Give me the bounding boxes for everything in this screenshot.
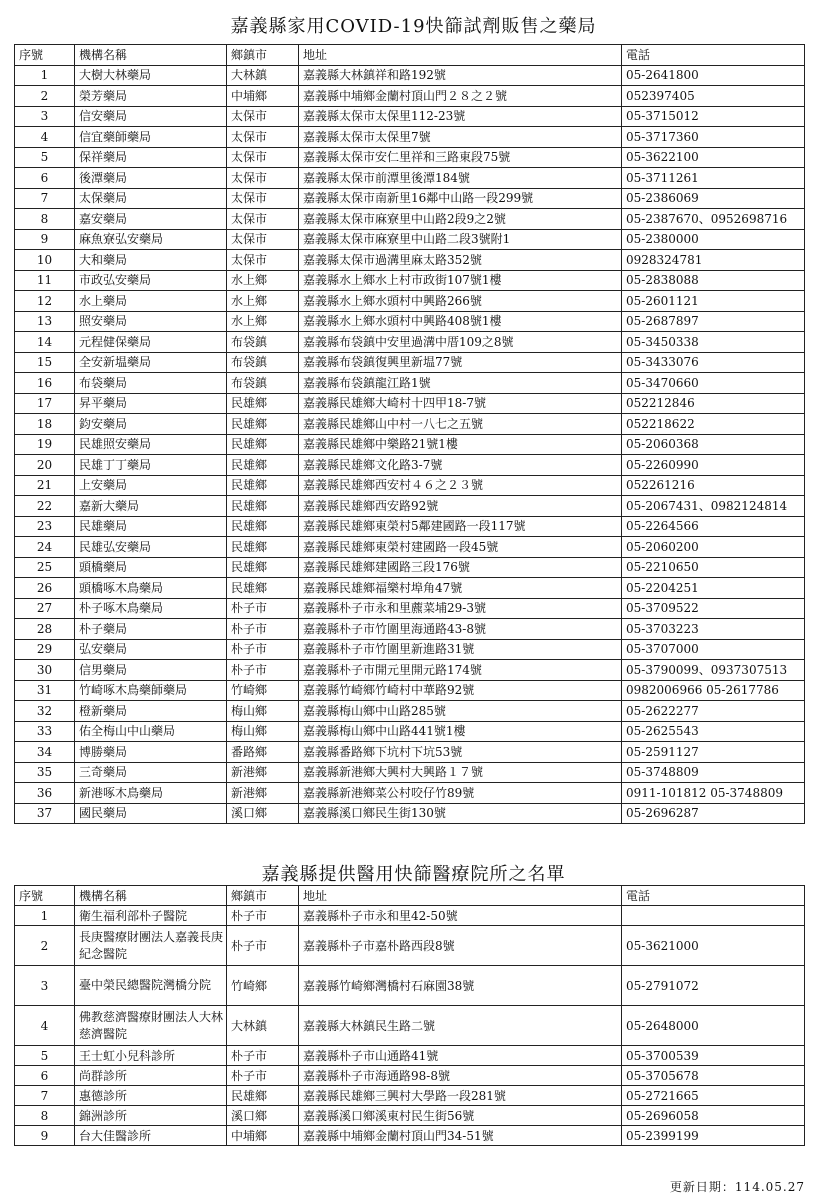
- cell-township: 太保市: [227, 106, 299, 127]
- cell-address: 嘉義縣大林鎮民生路二號: [299, 1006, 622, 1046]
- cell-name: 佑全梅山中山藥局: [75, 721, 227, 742]
- cell-township: 民雄鄉: [227, 496, 299, 517]
- cell-address: 嘉義縣溪口鄉溪東村民生街56號: [299, 1106, 622, 1126]
- header-name: 機構名稱: [75, 45, 227, 66]
- cell-phone: 052397405: [622, 86, 805, 107]
- cell-address: 嘉義縣布袋鎮龍江路1號: [299, 373, 622, 394]
- cell-name: 竹崎啄木鳥藥師藥局: [75, 680, 227, 701]
- cell-address: 嘉義縣新港鄉大興村大興路１７號: [299, 762, 622, 783]
- cell-address: 嘉義縣新港鄉菜公村咬仔竹89號: [299, 783, 622, 804]
- cell-address: 嘉義縣民雄鄉建國路三段176號: [299, 557, 622, 578]
- cell-township: 太保市: [227, 168, 299, 189]
- cell-township: 布袋鎮: [227, 373, 299, 394]
- cell-name: 信安藥局: [75, 106, 227, 127]
- cell-township: 中埔鄉: [227, 86, 299, 107]
- cell-serial: 13: [15, 311, 75, 332]
- cell-address: 嘉義縣朴子市永和里42-50號: [299, 906, 622, 926]
- cell-phone: 05-2060368: [622, 434, 805, 455]
- cell-township: 大林鎮: [227, 1006, 299, 1046]
- cell-phone: 05-3790099、0937307513: [622, 660, 805, 681]
- cell-township: 太保市: [227, 147, 299, 168]
- cell-township: 溪口鄉: [227, 1106, 299, 1126]
- cell-serial: 28: [15, 619, 75, 640]
- cell-name: 榮芳藥局: [75, 86, 227, 107]
- cell-serial: 9: [15, 229, 75, 250]
- cell-serial: 34: [15, 742, 75, 763]
- cell-serial: 24: [15, 537, 75, 558]
- table-row: [15, 332, 805, 353]
- cell-phone: 05-3717360: [622, 127, 805, 148]
- cell-name: 大樹大林藥局: [75, 65, 227, 86]
- cell-serial: 1: [15, 906, 75, 926]
- cell-address: 嘉義縣太保市太保里112-23號: [299, 106, 622, 127]
- table-row: [15, 352, 805, 373]
- cell-address: 嘉義縣朴子市竹圍里海通路43-8號: [299, 619, 622, 640]
- cell-phone: 05-2622277: [622, 701, 805, 722]
- cell-phone: 052261216: [622, 475, 805, 496]
- cell-phone: 05-2641800: [622, 65, 805, 86]
- cell-township: 民雄鄉: [227, 393, 299, 414]
- cell-serial: 17: [15, 393, 75, 414]
- table-row: [15, 496, 805, 517]
- table-row: [15, 434, 805, 455]
- cell-address: 嘉義縣民雄鄉東榮村建國路一段45號: [299, 537, 622, 558]
- cell-name: 新港啄木鳥藥局: [75, 783, 227, 804]
- cell-township: 民雄鄉: [227, 434, 299, 455]
- header-serial: 序號: [15, 886, 75, 906]
- cell-township: 水上鄉: [227, 270, 299, 291]
- cell-name: 弘安藥局: [75, 639, 227, 660]
- cell-name: 橙新藥局: [75, 701, 227, 722]
- cell-township: 太保市: [227, 209, 299, 230]
- table-row: [15, 455, 805, 476]
- cell-serial: 1: [15, 65, 75, 86]
- cell-serial: 36: [15, 783, 75, 804]
- cell-phone: 05-3705678: [622, 1066, 805, 1086]
- cell-township: 民雄鄉: [227, 1086, 299, 1106]
- cell-phone: 05-3450338: [622, 332, 805, 353]
- cell-serial: 9: [15, 1126, 75, 1146]
- table-row: [15, 966, 805, 1006]
- cell-address: 嘉義縣朴子市山通路41號: [299, 1046, 622, 1066]
- cell-phone: 05-2387670、0952698716: [622, 209, 805, 230]
- cell-phone: 05-3621000: [622, 926, 805, 966]
- cell-phone: 05-2386069: [622, 188, 805, 209]
- cell-township: 民雄鄉: [227, 537, 299, 558]
- table-row: [15, 783, 805, 804]
- cell-township: 水上鄉: [227, 311, 299, 332]
- cell-phone: 05-2380000: [622, 229, 805, 250]
- header-name: 機構名稱: [75, 886, 227, 906]
- cell-serial: 23: [15, 516, 75, 537]
- cell-phone: 05-3433076: [622, 352, 805, 373]
- cell-name: 民雄照安藥局: [75, 434, 227, 455]
- cell-address: 嘉義縣太保市麻寮里中山路2段9之2號: [299, 209, 622, 230]
- cell-township: 太保市: [227, 188, 299, 209]
- cell-address: 嘉義縣民雄鄉西安路92號: [299, 496, 622, 517]
- table-row: [15, 742, 805, 763]
- cell-township: 水上鄉: [227, 291, 299, 312]
- cell-name: 鈞安藥局: [75, 414, 227, 435]
- clinic-table: [14, 885, 805, 1146]
- cell-name: 民雄丁丁藥局: [75, 455, 227, 476]
- cell-name: 佛教慈濟醫療財團法人大林慈濟醫院: [75, 1006, 227, 1046]
- table-row: [15, 619, 805, 640]
- cell-township: 太保市: [227, 127, 299, 148]
- pharmacy-table: [14, 44, 805, 824]
- cell-address: 嘉義縣溪口鄉民生街130號: [299, 803, 622, 824]
- table-row: [15, 106, 805, 127]
- cell-serial: 27: [15, 598, 75, 619]
- cell-address: 嘉義縣朴子市永和里藨菜埔29-3號: [299, 598, 622, 619]
- cell-phone: 05-3470660: [622, 373, 805, 394]
- cell-address: 嘉義縣朴子市竹圍里新進路31號: [299, 639, 622, 660]
- cell-serial: 30: [15, 660, 75, 681]
- table-row: [15, 147, 805, 168]
- cell-name: 信男藥局: [75, 660, 227, 681]
- cell-address: 嘉義縣水上鄉水上村市政街107號1樓: [299, 270, 622, 291]
- cell-serial: 5: [15, 147, 75, 168]
- cell-phone: 05-2210650: [622, 557, 805, 578]
- cell-address: 嘉義縣太保市安仁里祥和三路東段75號: [299, 147, 622, 168]
- pharmacy-table-title: 嘉義縣家用COVID-19快篩試劑販售之藥局: [230, 16, 597, 37]
- cell-phone: 05-2696287: [622, 803, 805, 824]
- table-row: [15, 516, 805, 537]
- cell-township: 朴子市: [227, 598, 299, 619]
- cell-phone: 05-2791072: [622, 966, 805, 1006]
- cell-name: 嘉安藥局: [75, 209, 227, 230]
- cell-name: 台大佳醫診所: [75, 1126, 227, 1146]
- cell-phone: 05-3715012: [622, 106, 805, 127]
- cell-phone: 05-2625543: [622, 721, 805, 742]
- table-row: [15, 168, 805, 189]
- cell-serial: 8: [15, 209, 75, 230]
- table-row: [15, 291, 805, 312]
- table-row: [15, 188, 805, 209]
- cell-phone: 0928324781: [622, 250, 805, 271]
- cell-serial: 25: [15, 557, 75, 578]
- cell-name: 三奇藥局: [75, 762, 227, 783]
- cell-name: 後潭藥局: [75, 168, 227, 189]
- cell-township: 布袋鎮: [227, 352, 299, 373]
- cell-serial: 12: [15, 291, 75, 312]
- table-row: [15, 1066, 805, 1086]
- cell-address: 嘉義縣梅山鄉中山路441號1樓: [299, 721, 622, 742]
- table-row: [15, 86, 805, 107]
- cell-serial: 2: [15, 926, 75, 966]
- cell-township: 民雄鄉: [227, 516, 299, 537]
- cell-township: 朴子市: [227, 906, 299, 926]
- cell-serial: 2: [15, 86, 75, 107]
- cell-serial: 29: [15, 639, 75, 660]
- cell-name: 國民藥局: [75, 803, 227, 824]
- table-row: [15, 721, 805, 742]
- cell-township: 新港鄉: [227, 762, 299, 783]
- cell-township: 布袋鎮: [227, 332, 299, 353]
- cell-serial: 37: [15, 803, 75, 824]
- cell-serial: 6: [15, 168, 75, 189]
- cell-township: 溪口鄉: [227, 803, 299, 824]
- cell-address: 嘉義縣民雄鄉中樂路21號1樓: [299, 434, 622, 455]
- cell-serial: 31: [15, 680, 75, 701]
- cell-phone: 05-2696058: [622, 1106, 805, 1126]
- cell-name: 布袋藥局: [75, 373, 227, 394]
- cell-name: 水上藥局: [75, 291, 227, 312]
- cell-township: 新港鄉: [227, 783, 299, 804]
- table-row: [15, 762, 805, 783]
- cell-address: 嘉義縣朴子市開元里開元路174號: [299, 660, 622, 681]
- table-row: [15, 660, 805, 681]
- cell-name: 民雄藥局: [75, 516, 227, 537]
- cell-address: 嘉義縣太保市麻寮里中山路二段3號附1: [299, 229, 622, 250]
- cell-name: 信宜藥師藥局: [75, 127, 227, 148]
- cell-township: 朴子市: [227, 1066, 299, 1086]
- cell-phone: 05-2067431、0982124814: [622, 496, 805, 517]
- cell-township: 朴子市: [227, 1046, 299, 1066]
- table-row: [15, 1106, 805, 1126]
- table-row: [15, 270, 805, 291]
- cell-township: 朴子市: [227, 660, 299, 681]
- cell-name: 照安藥局: [75, 311, 227, 332]
- table-row: [15, 475, 805, 496]
- cell-name: 衛生福利部朴子醫院: [75, 906, 227, 926]
- cell-address: 嘉義縣大林鎮祥和路192號: [299, 65, 622, 86]
- cell-serial: 19: [15, 434, 75, 455]
- cell-name: 錦洲診所: [75, 1106, 227, 1126]
- cell-township: 中埔鄉: [227, 1126, 299, 1146]
- cell-phone: 05-2260990: [622, 455, 805, 476]
- cell-township: 太保市: [227, 250, 299, 271]
- table-row: [15, 1086, 805, 1106]
- table-row: [15, 557, 805, 578]
- cell-township: 民雄鄉: [227, 455, 299, 476]
- cell-township: 民雄鄉: [227, 557, 299, 578]
- table-header-row: [15, 45, 805, 66]
- cell-township: 大林鎮: [227, 65, 299, 86]
- cell-name: 全安新塭藥局: [75, 352, 227, 373]
- header-phone: 電話: [622, 45, 805, 66]
- cell-name: 頭橋啄木鳥藥局: [75, 578, 227, 599]
- cell-address: 嘉義縣朴子市海通路98-8號: [299, 1066, 622, 1086]
- cell-phone: 05-3711261: [622, 168, 805, 189]
- cell-name: 保祥藥局: [75, 147, 227, 168]
- table-row: [15, 229, 805, 250]
- cell-phone: 0911-101812 05-3748809: [622, 783, 805, 804]
- cell-name: 大和藥局: [75, 250, 227, 271]
- cell-serial: 22: [15, 496, 75, 517]
- header-address: 地址: [299, 45, 622, 66]
- cell-name: 民雄弘安藥局: [75, 537, 227, 558]
- cell-township: 竹崎鄉: [227, 680, 299, 701]
- cell-address: 嘉義縣中埔鄉金蘭村頂山門２８之２號: [299, 86, 622, 107]
- cell-phone: [622, 906, 805, 926]
- cell-address: 嘉義縣民雄鄉三興村大學路一段281號: [299, 1086, 622, 1106]
- cell-name: 王士虹小兒科診所: [75, 1046, 227, 1066]
- cell-address: 嘉義縣民雄鄉文化路3-7號: [299, 455, 622, 476]
- cell-address: 嘉義縣布袋鎮中安里過溝中厝109之8號: [299, 332, 622, 353]
- table-row: [15, 1006, 805, 1046]
- cell-phone: 052218622: [622, 414, 805, 435]
- cell-phone: 05-3622100: [622, 147, 805, 168]
- cell-serial: 3: [15, 966, 75, 1006]
- cell-phone: 0982006966 05-2617786: [622, 680, 805, 701]
- table-row: [15, 209, 805, 230]
- cell-township: 朴子市: [227, 619, 299, 640]
- cell-phone: 05-3700539: [622, 1046, 805, 1066]
- cell-address: 嘉義縣布袋鎮復興里新塭77號: [299, 352, 622, 373]
- cell-name: 太保藥局: [75, 188, 227, 209]
- cell-name: 頭橋藥局: [75, 557, 227, 578]
- cell-serial: 33: [15, 721, 75, 742]
- table-row: [15, 414, 805, 435]
- cell-address: 嘉義縣民雄鄉大崎村十四甲18-7號: [299, 393, 622, 414]
- cell-address: 嘉義縣中埔鄉金蘭村頂山門34-51號: [299, 1126, 622, 1146]
- table-row: [15, 639, 805, 660]
- cell-address: 嘉義縣民雄鄉山中村一八七之五號: [299, 414, 622, 435]
- cell-name: 博勝藥局: [75, 742, 227, 763]
- table-row: [15, 127, 805, 148]
- cell-phone: 05-3707000: [622, 639, 805, 660]
- cell-serial: 15: [15, 352, 75, 373]
- cell-address: 嘉義縣民雄鄉西安村４６之２３號: [299, 475, 622, 496]
- table-row: [15, 65, 805, 86]
- cell-serial: 8: [15, 1106, 75, 1126]
- cell-phone: 05-2591127: [622, 742, 805, 763]
- table-row: [15, 701, 805, 722]
- cell-address: 嘉義縣太保市過溝里麻太路352號: [299, 250, 622, 271]
- cell-township: 民雄鄉: [227, 475, 299, 496]
- cell-serial: 7: [15, 188, 75, 209]
- table-row: [15, 598, 805, 619]
- header-township: 鄉鎮市: [227, 45, 299, 66]
- cell-name: 尚群診所: [75, 1066, 227, 1086]
- cell-address: 嘉義縣水上鄉水頭村中興路266號: [299, 291, 622, 312]
- cell-address: 嘉義縣太保市太保里7號: [299, 127, 622, 148]
- cell-township: 民雄鄉: [227, 578, 299, 599]
- cell-address: 嘉義縣民雄鄉東榮村5鄰建國路一段117號: [299, 516, 622, 537]
- cell-phone: 05-2687897: [622, 311, 805, 332]
- cell-phone: 052212846: [622, 393, 805, 414]
- cell-phone: 05-2601121: [622, 291, 805, 312]
- cell-address: 嘉義縣水上鄉水頭村中興路408號1樓: [299, 311, 622, 332]
- cell-township: 梅山鄉: [227, 721, 299, 742]
- cell-phone: 05-2204251: [622, 578, 805, 599]
- update-date: 更新日期：114.05.27: [669, 1180, 805, 1194]
- cell-name: 昇平藥局: [75, 393, 227, 414]
- cell-name: 朴子藥局: [75, 619, 227, 640]
- cell-serial: 35: [15, 762, 75, 783]
- cell-serial: 4: [15, 1006, 75, 1046]
- cell-township: 竹崎鄉: [227, 966, 299, 1006]
- cell-township: 朴子市: [227, 639, 299, 660]
- cell-phone: 05-2060200: [622, 537, 805, 558]
- cell-serial: 5: [15, 1046, 75, 1066]
- cell-name: 惠德診所: [75, 1086, 227, 1106]
- cell-phone: 05-2838088: [622, 270, 805, 291]
- cell-serial: 4: [15, 127, 75, 148]
- header-township: 鄉鎮市: [227, 886, 299, 906]
- table-row: [15, 578, 805, 599]
- cell-serial: 10: [15, 250, 75, 271]
- table-row: [15, 1126, 805, 1146]
- cell-serial: 16: [15, 373, 75, 394]
- cell-name: 市政弘安藥局: [75, 270, 227, 291]
- cell-address: 嘉義縣太保市前潭里後潭184號: [299, 168, 622, 189]
- cell-address: 嘉義縣朴子市嘉朴路西段8號: [299, 926, 622, 966]
- cell-name: 朴子啄木鳥藥局: [75, 598, 227, 619]
- table-row: [15, 373, 805, 394]
- table-header-row: [15, 886, 805, 906]
- cell-phone: 05-3748809: [622, 762, 805, 783]
- cell-township: 朴子市: [227, 926, 299, 966]
- cell-name: 長庚醫療財團法人嘉義長庚紀念醫院: [75, 926, 227, 966]
- cell-serial: 21: [15, 475, 75, 496]
- table-row: [15, 250, 805, 271]
- cell-phone: 05-3709522: [622, 598, 805, 619]
- cell-address: 嘉義縣民雄鄉福樂村埠角47號: [299, 578, 622, 599]
- clinic-table-title: 嘉義縣提供醫用快篩醫療院所之名單: [261, 864, 566, 885]
- cell-phone: 05-2648000: [622, 1006, 805, 1046]
- cell-township: 梅山鄉: [227, 701, 299, 722]
- cell-name: 臺中榮民總醫院灣橋分院: [75, 966, 227, 1006]
- cell-address: 嘉義縣太保市南新里16鄰中山路一段299號: [299, 188, 622, 209]
- cell-serial: 6: [15, 1066, 75, 1086]
- header-address: 地址: [299, 886, 622, 906]
- cell-phone: 05-2264566: [622, 516, 805, 537]
- cell-township: 太保市: [227, 229, 299, 250]
- cell-serial: 7: [15, 1086, 75, 1106]
- table-row: [15, 311, 805, 332]
- table-row: [15, 393, 805, 414]
- cell-phone: 05-2721665: [622, 1086, 805, 1106]
- cell-serial: 11: [15, 270, 75, 291]
- cell-name: 上安藥局: [75, 475, 227, 496]
- table-row: [15, 803, 805, 824]
- table-row: [15, 537, 805, 558]
- header-serial: 序號: [15, 45, 75, 66]
- cell-name: 元程健保藥局: [75, 332, 227, 353]
- cell-address: 嘉義縣梅山鄉中山路285號: [299, 701, 622, 722]
- cell-township: 民雄鄉: [227, 414, 299, 435]
- cell-phone: 05-3703223: [622, 619, 805, 640]
- cell-serial: 26: [15, 578, 75, 599]
- table-row: [15, 906, 805, 926]
- table-row: [15, 926, 805, 966]
- cell-address: 嘉義縣竹崎鄉竹崎村中華路92號: [299, 680, 622, 701]
- cell-serial: 14: [15, 332, 75, 353]
- cell-phone: 05-2399199: [622, 1126, 805, 1146]
- cell-name: 嘉新大藥局: [75, 496, 227, 517]
- cell-serial: 32: [15, 701, 75, 722]
- header-phone: 電話: [622, 886, 805, 906]
- cell-township: 番路鄉: [227, 742, 299, 763]
- cell-serial: 3: [15, 106, 75, 127]
- cell-serial: 18: [15, 414, 75, 435]
- cell-address: 嘉義縣番路鄉下坑村下坑53號: [299, 742, 622, 763]
- cell-address: 嘉義縣竹崎鄉灣橋村石麻園38號: [299, 966, 622, 1006]
- table-row: [15, 680, 805, 701]
- table-row: [15, 1046, 805, 1066]
- cell-name: 麻魚寮弘安藥局: [75, 229, 227, 250]
- cell-serial: 20: [15, 455, 75, 476]
